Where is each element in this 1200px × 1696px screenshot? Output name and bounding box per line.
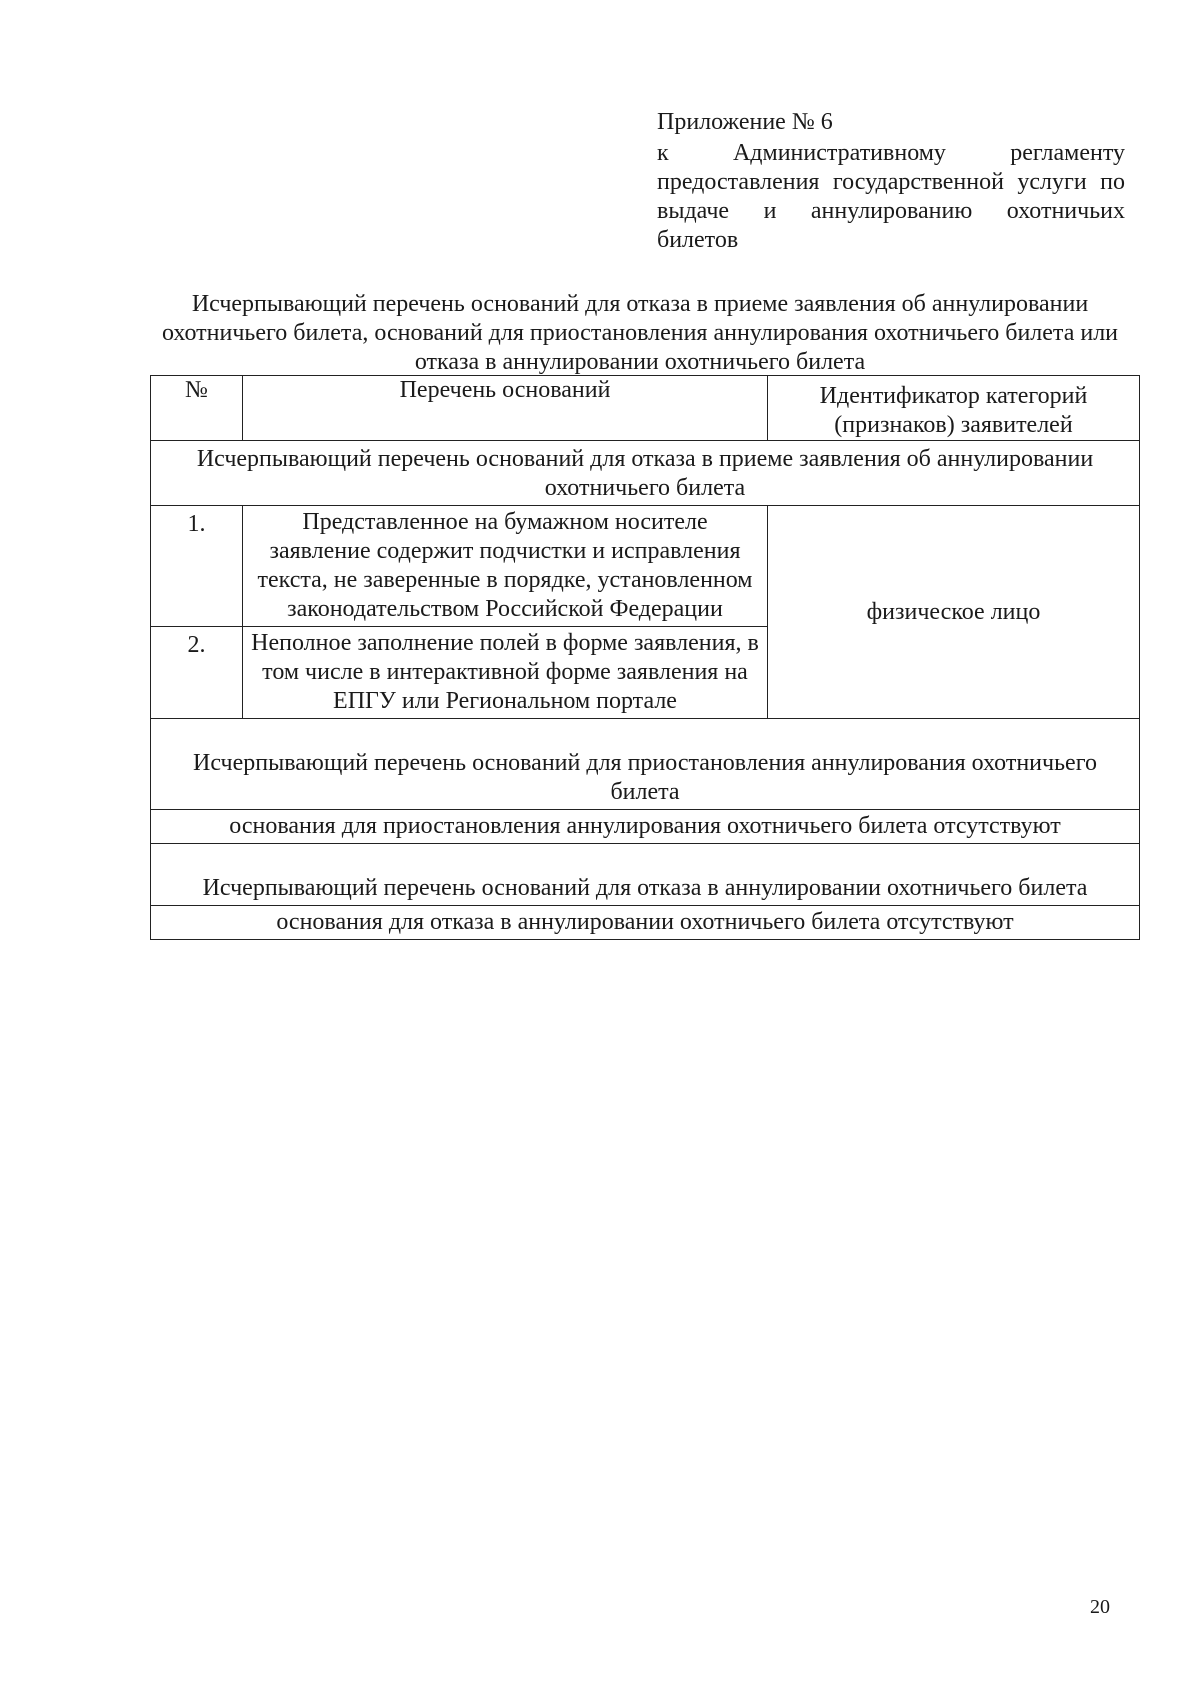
row-basis-text: Неполное заполнение полей в форме заявления, в том числе в интерактивной форме заявления на ЕПГУ или Региональном портале bbox=[243, 627, 768, 719]
applicant-category: физическое лицо bbox=[768, 506, 1140, 719]
section-refusal-note-row bbox=[151, 906, 1140, 940]
section-suspension-note-row bbox=[151, 810, 1140, 844]
header-number: № bbox=[151, 376, 243, 441]
page-number: 20 bbox=[1090, 1596, 1110, 1618]
section-title: Исчерпывающий перечень оснований для отказа в приеме заявления об аннулировании охотничьего билета bbox=[151, 441, 1140, 506]
section-title: Исчерпывающий перечень оснований для отказа в аннулировании охотничьего билета bbox=[151, 844, 1140, 906]
document-heading: Исчерпывающий перечень оснований для отказа в приеме заявления об аннулировании охотничьего билета, оснований для приостановления аннулирования охотничьего билета или отказа в аннулировании охотничьего билета bbox=[161, 291, 1119, 375]
section-note: основания для приостановления аннулирования охотничьего билета отсутствуют bbox=[151, 810, 1140, 844]
section-suspension-header bbox=[151, 719, 1140, 810]
appendix-title: Приложение № 6 bbox=[657, 109, 833, 135]
header-identifier: Идентификатор категорий (признаков) заявителей bbox=[768, 376, 1140, 441]
section-refusal-acceptance-header bbox=[151, 441, 1140, 506]
row-number: 2. bbox=[151, 627, 243, 719]
grounds-table bbox=[150, 375, 1140, 940]
header-basis: Перечень оснований bbox=[243, 376, 768, 441]
section-refusal-annulment-header bbox=[151, 844, 1140, 906]
row-basis-text: Представленное на бумажном носителе заявление содержит подчистки и исправления текста, не заверенные в порядке, установленном законодательством Российской Федерации bbox=[243, 506, 768, 627]
appendix-reference: к Административному регламенту предоставления государственной услуги по выдаче и аннулированию охотничьих билетов bbox=[657, 140, 1125, 253]
row-number: 1. bbox=[151, 506, 243, 627]
section-title: Исчерпывающий перечень оснований для приостановления аннулирования охотничьего билета bbox=[151, 719, 1140, 810]
appendix-block bbox=[657, 108, 1125, 255]
table-header-row bbox=[151, 376, 1140, 441]
section-note: основания для отказа в аннулировании охотничьего билета отсутствуют bbox=[151, 906, 1140, 940]
table-row bbox=[151, 506, 1140, 627]
